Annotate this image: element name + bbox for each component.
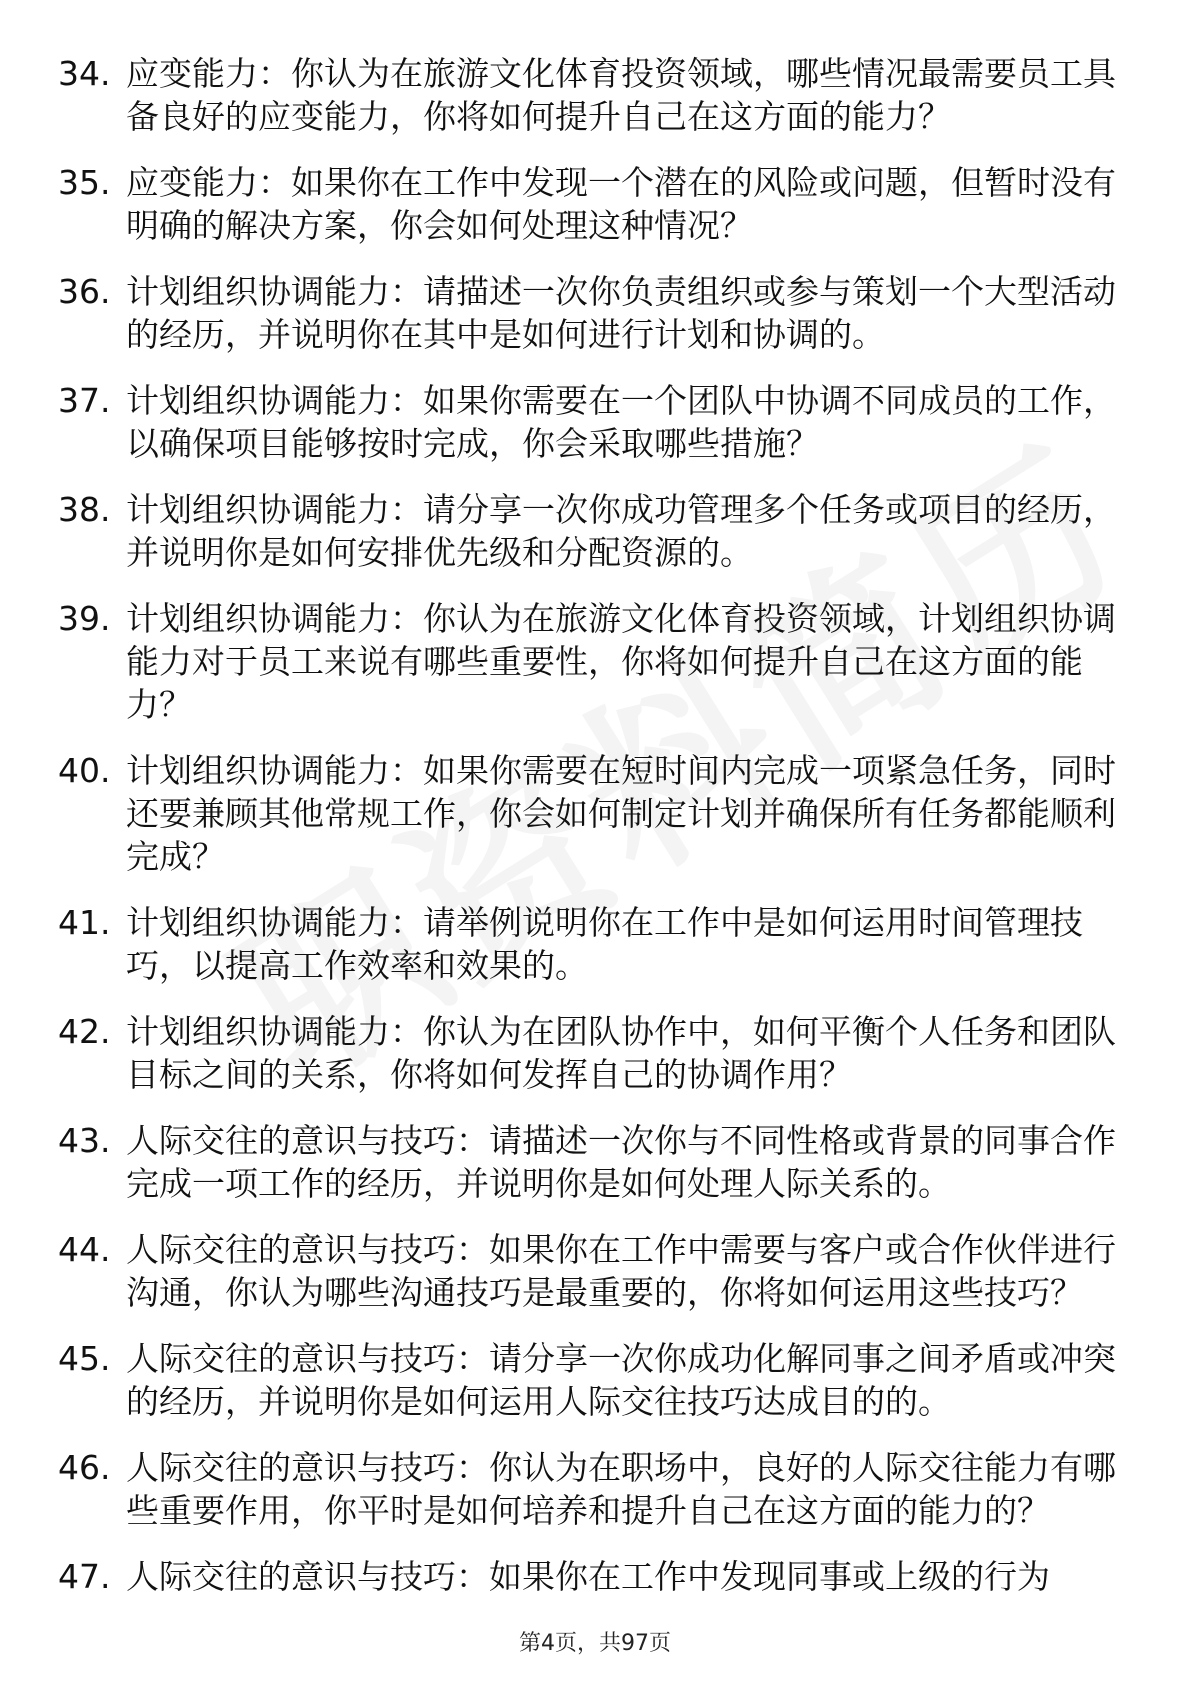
list-item bbox=[58, 1555, 1118, 1598]
question-number: 42. bbox=[58, 1012, 111, 1051]
question-text: 人际交往的意识与技巧：如果你在工作中发现同事或上级的行为 bbox=[126, 1557, 1050, 1596]
question-text: 人际交往的意识与技巧：你认为在职场中，良好的人际交往能力有哪些重要作用，你平时是如何培养和提升自己在这方面的能力的？ bbox=[126, 1448, 1116, 1530]
list-item bbox=[58, 488, 1118, 574]
list-item bbox=[58, 1228, 1118, 1314]
question-text: 计划组织协调能力：你认为在团队协作中，如何平衡个人任务和团队目标之间的关系，你将如何发挥自己的协调作用？ bbox=[126, 1012, 1116, 1094]
question-text: 人际交往的意识与技巧：如果你在工作中需要与客户或合作伙伴进行沟通，你认为哪些沟通技巧是最重要的，你将如何运用这些技巧？ bbox=[126, 1230, 1116, 1312]
question-text: 计划组织协调能力：如果你需要在一个团队中协调不同成员的工作，以确保项目能够按时完成，你会采取哪些措施？ bbox=[126, 381, 1116, 463]
question-number: 41. bbox=[58, 903, 111, 942]
question-number: 35. bbox=[58, 163, 111, 202]
question-number: 46. bbox=[58, 1448, 111, 1487]
list-item bbox=[58, 597, 1118, 726]
question-number: 37. bbox=[58, 381, 111, 420]
question-text: 计划组织协调能力：请举例说明你在工作中是如何运用时间管理技巧，以提高工作效率和效果的。 bbox=[126, 903, 1083, 985]
question-text: 计划组织协调能力：请分享一次你成功管理多个任务或项目的经历，并说明你是如何安排优先级和分配资源的。 bbox=[126, 490, 1116, 572]
question-number: 40. bbox=[58, 751, 111, 790]
question-text: 人际交往的意识与技巧：请分享一次你成功化解同事之间矛盾或冲突的经历，并说明你是如何运用人际交往技巧达成目的的。 bbox=[126, 1339, 1116, 1421]
question-text: 计划组织协调能力：如果你需要在短时间内完成一项紧急任务，同时还要兼顾其他常规工作，你会如何制定计划并确保所有任务都能顺利完成？ bbox=[126, 751, 1116, 876]
list-item bbox=[58, 52, 1118, 138]
question-text: 计划组织协调能力：请描述一次你负责组织或参与策划一个大型活动的经历，并说明你在其中是如何进行计划和协调的。 bbox=[126, 272, 1116, 354]
list-item bbox=[58, 270, 1118, 356]
list-item bbox=[58, 161, 1118, 247]
list-item bbox=[58, 1446, 1118, 1532]
question-text: 应变能力：你认为在旅游文化体育投资领域，哪些情况最需要员工具备良好的应变能力，你将如何提升自己在这方面的能力？ bbox=[126, 54, 1116, 136]
list-item bbox=[58, 1337, 1118, 1423]
list-item bbox=[58, 379, 1118, 465]
question-number: 39. bbox=[58, 599, 111, 638]
question-number: 44. bbox=[58, 1230, 111, 1269]
question-text: 应变能力：如果你在工作中发现一个潜在的风险或问题，但暂时没有明确的解决方案，你会如何处理这种情况？ bbox=[126, 163, 1116, 245]
question-number: 36. bbox=[58, 272, 111, 311]
list-item bbox=[58, 1010, 1118, 1096]
list-item bbox=[58, 1119, 1118, 1205]
list-item bbox=[58, 749, 1118, 878]
question-number: 43. bbox=[58, 1121, 111, 1160]
question-number: 47. bbox=[58, 1557, 111, 1596]
list-item bbox=[58, 901, 1118, 987]
question-number: 34. bbox=[58, 54, 111, 93]
page-footer: 第4页，共97页 bbox=[519, 1631, 671, 1656]
question-text: 计划组织协调能力：你认为在旅游文化体育投资领域，计划组织协调能力对于员工来说有哪些重要性，你将如何提升自己在这方面的能力？ bbox=[126, 599, 1116, 724]
question-number: 38. bbox=[58, 490, 111, 529]
question-list bbox=[58, 52, 1118, 1621]
question-text: 人际交往的意识与技巧：请描述一次你与不同性格或背景的同事合作完成一项工作的经历，并说明你是如何处理人际关系的。 bbox=[126, 1121, 1116, 1203]
question-number: 45. bbox=[58, 1339, 111, 1378]
